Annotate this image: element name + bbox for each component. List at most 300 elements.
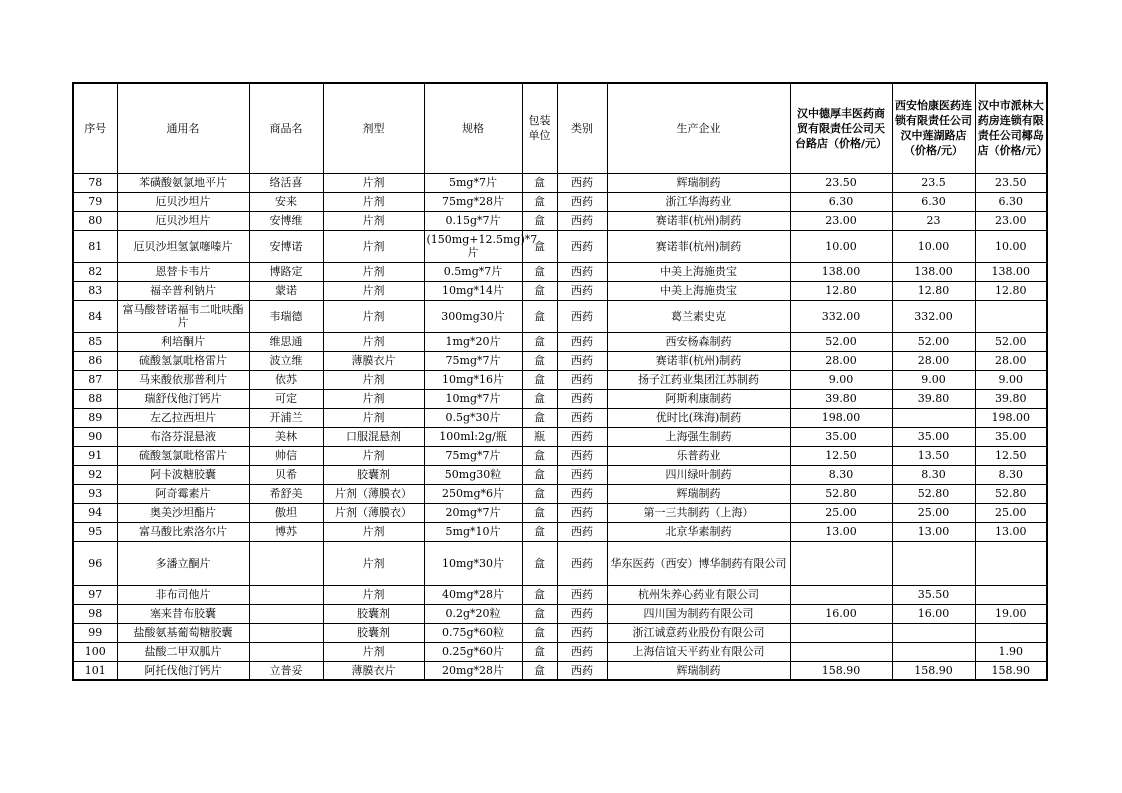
cell-brand-name: 贝希: [249, 465, 323, 484]
cell-generic-name: 厄贝沙坦氢氯噻嗪片: [117, 230, 249, 262]
cell-package-unit: 盒: [522, 370, 557, 389]
cell-brand-name: 博路定: [249, 262, 323, 281]
cell-index: 91: [73, 446, 117, 465]
cell-generic-name: 苯磺酸氨氯地平片: [117, 173, 249, 192]
cell-category: 西药: [557, 173, 607, 192]
cell-price-pharmacy-3: 25.00: [975, 503, 1047, 522]
cell-price-pharmacy-3: 158.90: [975, 661, 1047, 680]
cell-brand-name: 安博诺: [249, 230, 323, 262]
cell-price-pharmacy-2: 10.00: [892, 230, 975, 262]
cell-package-unit: 盒: [522, 623, 557, 642]
cell-manufacturer: 中美上海施贵宝: [607, 262, 790, 281]
drug-price-table: [72, 82, 1048, 681]
cell-price-pharmacy-1: 6.30: [790, 192, 892, 211]
cell-package-unit: 盒: [522, 503, 557, 522]
table-row: [73, 661, 1047, 680]
cell-category: 西药: [557, 300, 607, 332]
cell-category: 西药: [557, 262, 607, 281]
cell-generic-name: 奥美沙坦酯片: [117, 503, 249, 522]
cell-price-pharmacy-1: 25.00: [790, 503, 892, 522]
cell-index: 89: [73, 408, 117, 427]
cell-generic-name: 阿奇霉素片: [117, 484, 249, 503]
cell-category: 西药: [557, 230, 607, 262]
cell-generic-name: 硫酸氢氯吡格雷片: [117, 351, 249, 370]
cell-price-pharmacy-3: 8.30: [975, 465, 1047, 484]
table-body: [73, 173, 1047, 680]
cell-index: 101: [73, 661, 117, 680]
cell-category: 西药: [557, 642, 607, 661]
cell-package-unit: 盒: [522, 300, 557, 332]
cell-price-pharmacy-3: [975, 541, 1047, 585]
cell-price-pharmacy-1: 52.80: [790, 484, 892, 503]
cell-price-pharmacy-3: 52.00: [975, 332, 1047, 351]
cell-manufacturer: 辉瑞制药: [607, 661, 790, 680]
cell-dosage-form: 片剂（薄膜衣）: [323, 503, 424, 522]
cell-manufacturer: 辉瑞制药: [607, 173, 790, 192]
cell-spec: 0.75g*60粒: [424, 623, 522, 642]
cell-price-pharmacy-1: 12.80: [790, 281, 892, 300]
cell-index: 84: [73, 300, 117, 332]
cell-brand-name: 美林: [249, 427, 323, 446]
cell-category: 西药: [557, 465, 607, 484]
cell-spec: 75mg*7片: [424, 351, 522, 370]
cell-price-pharmacy-1: [790, 541, 892, 585]
cell-category: 西药: [557, 427, 607, 446]
cell-package-unit: 盒: [522, 262, 557, 281]
cell-spec: 20mg*7片: [424, 503, 522, 522]
cell-manufacturer: 赛诺菲(杭州)制药: [607, 230, 790, 262]
cell-spec: 50mg30粒: [424, 465, 522, 484]
cell-price-pharmacy-1: 52.00: [790, 332, 892, 351]
cell-price-pharmacy-2: 13.00: [892, 522, 975, 541]
cell-spec: (150mg+12.5mg)*7片: [424, 230, 522, 262]
cell-price-pharmacy-2: 23: [892, 211, 975, 230]
col-header-brand-name: 商品名: [249, 83, 323, 173]
cell-dosage-form: 片剂: [323, 332, 424, 351]
table-row: [73, 230, 1047, 262]
table-row: [73, 585, 1047, 604]
cell-spec: 40mg*28片: [424, 585, 522, 604]
cell-index: 93: [73, 484, 117, 503]
cell-index: 94: [73, 503, 117, 522]
cell-price-pharmacy-3: 9.00: [975, 370, 1047, 389]
cell-manufacturer: 华东医药（西安）博华制药有限公司: [607, 541, 790, 585]
cell-price-pharmacy-1: 16.00: [790, 604, 892, 623]
cell-spec: 10mg*30片: [424, 541, 522, 585]
cell-generic-name: 非布司他片: [117, 585, 249, 604]
cell-dosage-form: 薄膜衣片: [323, 351, 424, 370]
cell-generic-name: 富马酸替诺福韦二吡呋酯片: [117, 300, 249, 332]
cell-price-pharmacy-2: [892, 541, 975, 585]
cell-package-unit: 盒: [522, 642, 557, 661]
cell-spec: 300mg30片: [424, 300, 522, 332]
cell-generic-name: 马来酸依那普利片: [117, 370, 249, 389]
cell-package-unit: 盒: [522, 332, 557, 351]
cell-manufacturer: 四川绿叶制药: [607, 465, 790, 484]
cell-index: 87: [73, 370, 117, 389]
table-row: [73, 370, 1047, 389]
cell-generic-name: 厄贝沙坦片: [117, 192, 249, 211]
cell-price-pharmacy-3: 12.80: [975, 281, 1047, 300]
cell-price-pharmacy-2: 332.00: [892, 300, 975, 332]
cell-price-pharmacy-1: 23.50: [790, 173, 892, 192]
cell-price-pharmacy-2: 52.00: [892, 332, 975, 351]
table-row: [73, 642, 1047, 661]
cell-dosage-form: 片剂（薄膜衣）: [323, 484, 424, 503]
cell-package-unit: 盒: [522, 230, 557, 262]
cell-package-unit: 盒: [522, 446, 557, 465]
cell-category: 西药: [557, 446, 607, 465]
cell-package-unit: 盒: [522, 585, 557, 604]
cell-brand-name: 蒙诺: [249, 281, 323, 300]
cell-package-unit: 盒: [522, 281, 557, 300]
cell-dosage-form: 胶囊剂: [323, 623, 424, 642]
cell-package-unit: 盒: [522, 484, 557, 503]
cell-price-pharmacy-2: 23.5: [892, 173, 975, 192]
cell-price-pharmacy-3: 52.80: [975, 484, 1047, 503]
cell-category: 西药: [557, 192, 607, 211]
cell-generic-name: 阿托伐他汀钙片: [117, 661, 249, 680]
col-header-generic-name: 通用名: [117, 83, 249, 173]
cell-index: 95: [73, 522, 117, 541]
cell-dosage-form: 片剂: [323, 389, 424, 408]
cell-price-pharmacy-2: 6.30: [892, 192, 975, 211]
cell-dosage-form: 胶囊剂: [323, 604, 424, 623]
col-header-index: 序号: [73, 83, 117, 173]
cell-brand-name: 希舒美: [249, 484, 323, 503]
cell-index: 79: [73, 192, 117, 211]
cell-category: 西药: [557, 661, 607, 680]
cell-price-pharmacy-1: [790, 623, 892, 642]
cell-price-pharmacy-1: 12.50: [790, 446, 892, 465]
cell-package-unit: 盒: [522, 661, 557, 680]
cell-price-pharmacy-3: 1.90: [975, 642, 1047, 661]
cell-package-unit: 盒: [522, 351, 557, 370]
table-row: [73, 173, 1047, 192]
cell-dosage-form: 薄膜衣片: [323, 661, 424, 680]
cell-brand-name: [249, 585, 323, 604]
table-row: [73, 332, 1047, 351]
cell-price-pharmacy-2: 16.00: [892, 604, 975, 623]
cell-brand-name: 安来: [249, 192, 323, 211]
cell-spec: 0.15g*7片: [424, 211, 522, 230]
cell-package-unit: 盒: [522, 389, 557, 408]
cell-manufacturer: 第一三共制药（上海）: [607, 503, 790, 522]
cell-price-pharmacy-3: [975, 623, 1047, 642]
table-row: [73, 192, 1047, 211]
cell-package-unit: 盒: [522, 604, 557, 623]
cell-dosage-form: 片剂: [323, 446, 424, 465]
cell-generic-name: 福辛普利钠片: [117, 281, 249, 300]
cell-category: 西药: [557, 541, 607, 585]
cell-brand-name: 韦瑞德: [249, 300, 323, 332]
cell-spec: 0.2g*20粒: [424, 604, 522, 623]
cell-price-pharmacy-3: 23.00: [975, 211, 1047, 230]
cell-spec: 10mg*16片: [424, 370, 522, 389]
table-row: [73, 623, 1047, 642]
cell-brand-name: [249, 642, 323, 661]
cell-category: 西药: [557, 211, 607, 230]
table-row: [73, 408, 1047, 427]
table-row: [73, 351, 1047, 370]
cell-index: 92: [73, 465, 117, 484]
cell-price-pharmacy-3: 138.00: [975, 262, 1047, 281]
col-header-pharmacy-3: 汉中市派林大药房连锁有限责任公司椰岛店（价格/元）: [975, 83, 1047, 173]
cell-price-pharmacy-1: [790, 585, 892, 604]
cell-package-unit: 盒: [522, 541, 557, 585]
col-header-package-unit: 包装单位: [522, 83, 557, 173]
cell-price-pharmacy-2: 28.00: [892, 351, 975, 370]
cell-package-unit: 盒: [522, 211, 557, 230]
table-row: [73, 541, 1047, 585]
cell-manufacturer: 优时比(珠海)制药: [607, 408, 790, 427]
cell-price-pharmacy-3: 10.00: [975, 230, 1047, 262]
cell-generic-name: 盐酸氨基葡萄糖胶囊: [117, 623, 249, 642]
cell-dosage-form: 片剂: [323, 300, 424, 332]
cell-index: 83: [73, 281, 117, 300]
cell-price-pharmacy-2: [892, 642, 975, 661]
cell-dosage-form: 片剂: [323, 173, 424, 192]
cell-package-unit: 瓶: [522, 427, 557, 446]
cell-dosage-form: 口服混悬剂: [323, 427, 424, 446]
cell-manufacturer: 杭州朱养心药业有限公司: [607, 585, 790, 604]
col-header-pharmacy-1: 汉中德厚丰医药商贸有限责任公司天台路店（价格/元）: [790, 83, 892, 173]
cell-price-pharmacy-3: 6.30: [975, 192, 1047, 211]
cell-index: 85: [73, 332, 117, 351]
col-header-pharmacy-2: 西安怡康医药连锁有限责任公司汉中莲湖路店（价格/元）: [892, 83, 975, 173]
cell-brand-name: [249, 623, 323, 642]
cell-price-pharmacy-3: 23.50: [975, 173, 1047, 192]
cell-price-pharmacy-3: 198.00: [975, 408, 1047, 427]
cell-index: 80: [73, 211, 117, 230]
cell-price-pharmacy-1: 138.00: [790, 262, 892, 281]
cell-price-pharmacy-2: [892, 623, 975, 642]
cell-generic-name: 布洛芬混悬液: [117, 427, 249, 446]
cell-dosage-form: 片剂: [323, 408, 424, 427]
cell-category: 西药: [557, 503, 607, 522]
cell-price-pharmacy-2: 52.80: [892, 484, 975, 503]
cell-dosage-form: 片剂: [323, 585, 424, 604]
cell-price-pharmacy-2: 39.80: [892, 389, 975, 408]
cell-brand-name: 可定: [249, 389, 323, 408]
cell-index: 78: [73, 173, 117, 192]
cell-category: 西药: [557, 623, 607, 642]
cell-generic-name: 塞来昔布胶囊: [117, 604, 249, 623]
cell-price-pharmacy-1: 39.80: [790, 389, 892, 408]
cell-dosage-form: 片剂: [323, 281, 424, 300]
cell-manufacturer: 西安杨森制药: [607, 332, 790, 351]
cell-brand-name: 博苏: [249, 522, 323, 541]
cell-index: 82: [73, 262, 117, 281]
cell-price-pharmacy-3: 35.00: [975, 427, 1047, 446]
cell-manufacturer: 葛兰素史克: [607, 300, 790, 332]
header-row: [73, 83, 1047, 173]
col-header-manufacturer: 生产企业: [607, 83, 790, 173]
cell-generic-name: 盐酸二甲双胍片: [117, 642, 249, 661]
table-row: [73, 262, 1047, 281]
cell-brand-name: 维思通: [249, 332, 323, 351]
table-row: [73, 300, 1047, 332]
cell-index: 100: [73, 642, 117, 661]
cell-brand-name: 络活喜: [249, 173, 323, 192]
cell-index: 99: [73, 623, 117, 642]
cell-price-pharmacy-2: 8.30: [892, 465, 975, 484]
cell-spec: 250mg*6片: [424, 484, 522, 503]
table-row: [73, 484, 1047, 503]
col-header-spec: 规格: [424, 83, 522, 173]
cell-manufacturer: 扬子江药业集团江苏制药: [607, 370, 790, 389]
cell-brand-name: 立普妥: [249, 661, 323, 680]
cell-manufacturer: 上海信谊天平药业有限公司: [607, 642, 790, 661]
cell-price-pharmacy-1: [790, 642, 892, 661]
cell-generic-name: 富马酸比索洛尔片: [117, 522, 249, 541]
cell-manufacturer: 赛诺菲(杭州)制药: [607, 351, 790, 370]
cell-category: 西药: [557, 585, 607, 604]
cell-price-pharmacy-1: 13.00: [790, 522, 892, 541]
cell-category: 西药: [557, 522, 607, 541]
cell-price-pharmacy-1: 198.00: [790, 408, 892, 427]
cell-generic-name: 厄贝沙坦片: [117, 211, 249, 230]
cell-manufacturer: 中美上海施贵宝: [607, 281, 790, 300]
table-row: [73, 281, 1047, 300]
cell-manufacturer: 北京华素制药: [607, 522, 790, 541]
cell-category: 西药: [557, 281, 607, 300]
cell-price-pharmacy-2: 35.50: [892, 585, 975, 604]
cell-price-pharmacy-1: 28.00: [790, 351, 892, 370]
cell-price-pharmacy-1: 23.00: [790, 211, 892, 230]
cell-manufacturer: 乐普药业: [607, 446, 790, 465]
cell-index: 90: [73, 427, 117, 446]
cell-category: 西药: [557, 408, 607, 427]
cell-price-pharmacy-3: [975, 300, 1047, 332]
table-row: [73, 427, 1047, 446]
table-row: [73, 389, 1047, 408]
cell-spec: 75mg*28片: [424, 192, 522, 211]
cell-price-pharmacy-2: 25.00: [892, 503, 975, 522]
cell-category: 西药: [557, 370, 607, 389]
cell-brand-name: [249, 541, 323, 585]
cell-price-pharmacy-3: 12.50: [975, 446, 1047, 465]
cell-category: 西药: [557, 332, 607, 351]
cell-price-pharmacy-1: 8.30: [790, 465, 892, 484]
cell-spec: 0.25g*60片: [424, 642, 522, 661]
cell-manufacturer: 浙江诚意药业股份有限公司: [607, 623, 790, 642]
cell-price-pharmacy-1: 158.90: [790, 661, 892, 680]
cell-spec: 75mg*7片: [424, 446, 522, 465]
cell-price-pharmacy-2: 9.00: [892, 370, 975, 389]
cell-dosage-form: 胶囊剂: [323, 465, 424, 484]
cell-manufacturer: 上海强生制药: [607, 427, 790, 446]
cell-price-pharmacy-3: 13.00: [975, 522, 1047, 541]
cell-manufacturer: 赛诺菲(杭州)制药: [607, 211, 790, 230]
cell-manufacturer: 阿斯利康制药: [607, 389, 790, 408]
cell-dosage-form: 片剂: [323, 642, 424, 661]
cell-brand-name: 安博维: [249, 211, 323, 230]
cell-dosage-form: 片剂: [323, 211, 424, 230]
col-header-category: 类别: [557, 83, 607, 173]
table-row: [73, 503, 1047, 522]
cell-category: 西药: [557, 351, 607, 370]
cell-index: 86: [73, 351, 117, 370]
cell-index: 98: [73, 604, 117, 623]
cell-generic-name: 硫酸氢氯吡格雷片: [117, 446, 249, 465]
cell-generic-name: 阿卡波糖胶囊: [117, 465, 249, 484]
cell-category: 西药: [557, 389, 607, 408]
cell-package-unit: 盒: [522, 173, 557, 192]
cell-dosage-form: 片剂: [323, 230, 424, 262]
cell-brand-name: 傲坦: [249, 503, 323, 522]
table-row: [73, 446, 1047, 465]
cell-spec: 10mg*14片: [424, 281, 522, 300]
cell-price-pharmacy-1: 35.00: [790, 427, 892, 446]
cell-spec: 0.5mg*7片: [424, 262, 522, 281]
cell-brand-name: [249, 604, 323, 623]
cell-manufacturer: 四川国为制药有限公司: [607, 604, 790, 623]
table-row: [73, 522, 1047, 541]
cell-price-pharmacy-2: [892, 408, 975, 427]
cell-brand-name: 帅信: [249, 446, 323, 465]
cell-spec: 5mg*7片: [424, 173, 522, 192]
cell-index: 96: [73, 541, 117, 585]
cell-generic-name: 利培酮片: [117, 332, 249, 351]
cell-dosage-form: 片剂: [323, 522, 424, 541]
cell-package-unit: 盒: [522, 408, 557, 427]
cell-price-pharmacy-1: 10.00: [790, 230, 892, 262]
cell-manufacturer: 辉瑞制药: [607, 484, 790, 503]
cell-generic-name: 恩替卡韦片: [117, 262, 249, 281]
table-row: [73, 211, 1047, 230]
cell-price-pharmacy-3: 39.80: [975, 389, 1047, 408]
cell-generic-name: 瑞舒伐他汀钙片: [117, 389, 249, 408]
table-row: [73, 465, 1047, 484]
cell-price-pharmacy-3: 28.00: [975, 351, 1047, 370]
cell-price-pharmacy-2: 158.90: [892, 661, 975, 680]
cell-spec: 20mg*28片: [424, 661, 522, 680]
cell-price-pharmacy-2: 138.00: [892, 262, 975, 281]
cell-brand-name: 开浦兰: [249, 408, 323, 427]
cell-dosage-form: 片剂: [323, 370, 424, 389]
cell-spec: 100ml:2g/瓶: [424, 427, 522, 446]
col-header-dosage-form: 剂型: [323, 83, 424, 173]
cell-manufacturer: 浙江华海药业: [607, 192, 790, 211]
cell-dosage-form: 片剂: [323, 192, 424, 211]
cell-package-unit: 盒: [522, 192, 557, 211]
cell-index: 81: [73, 230, 117, 262]
cell-package-unit: 盒: [522, 465, 557, 484]
cell-price-pharmacy-2: 13.50: [892, 446, 975, 465]
cell-brand-name: 依苏: [249, 370, 323, 389]
cell-price-pharmacy-2: 35.00: [892, 427, 975, 446]
cell-price-pharmacy-1: 332.00: [790, 300, 892, 332]
cell-price-pharmacy-1: 9.00: [790, 370, 892, 389]
cell-generic-name: 多潘立酮片: [117, 541, 249, 585]
cell-price-pharmacy-3: 19.00: [975, 604, 1047, 623]
cell-category: 西药: [557, 484, 607, 503]
cell-price-pharmacy-2: 12.80: [892, 281, 975, 300]
cell-dosage-form: 片剂: [323, 541, 424, 585]
table-row: [73, 604, 1047, 623]
cell-spec: 0.5g*30片: [424, 408, 522, 427]
cell-spec: 5mg*10片: [424, 522, 522, 541]
cell-price-pharmacy-3: [975, 585, 1047, 604]
cell-index: 88: [73, 389, 117, 408]
cell-brand-name: 波立维: [249, 351, 323, 370]
cell-index: 97: [73, 585, 117, 604]
cell-package-unit: 盒: [522, 522, 557, 541]
cell-dosage-form: 片剂: [323, 262, 424, 281]
cell-generic-name: 左乙拉西坦片: [117, 408, 249, 427]
cell-spec: 10mg*7片: [424, 389, 522, 408]
